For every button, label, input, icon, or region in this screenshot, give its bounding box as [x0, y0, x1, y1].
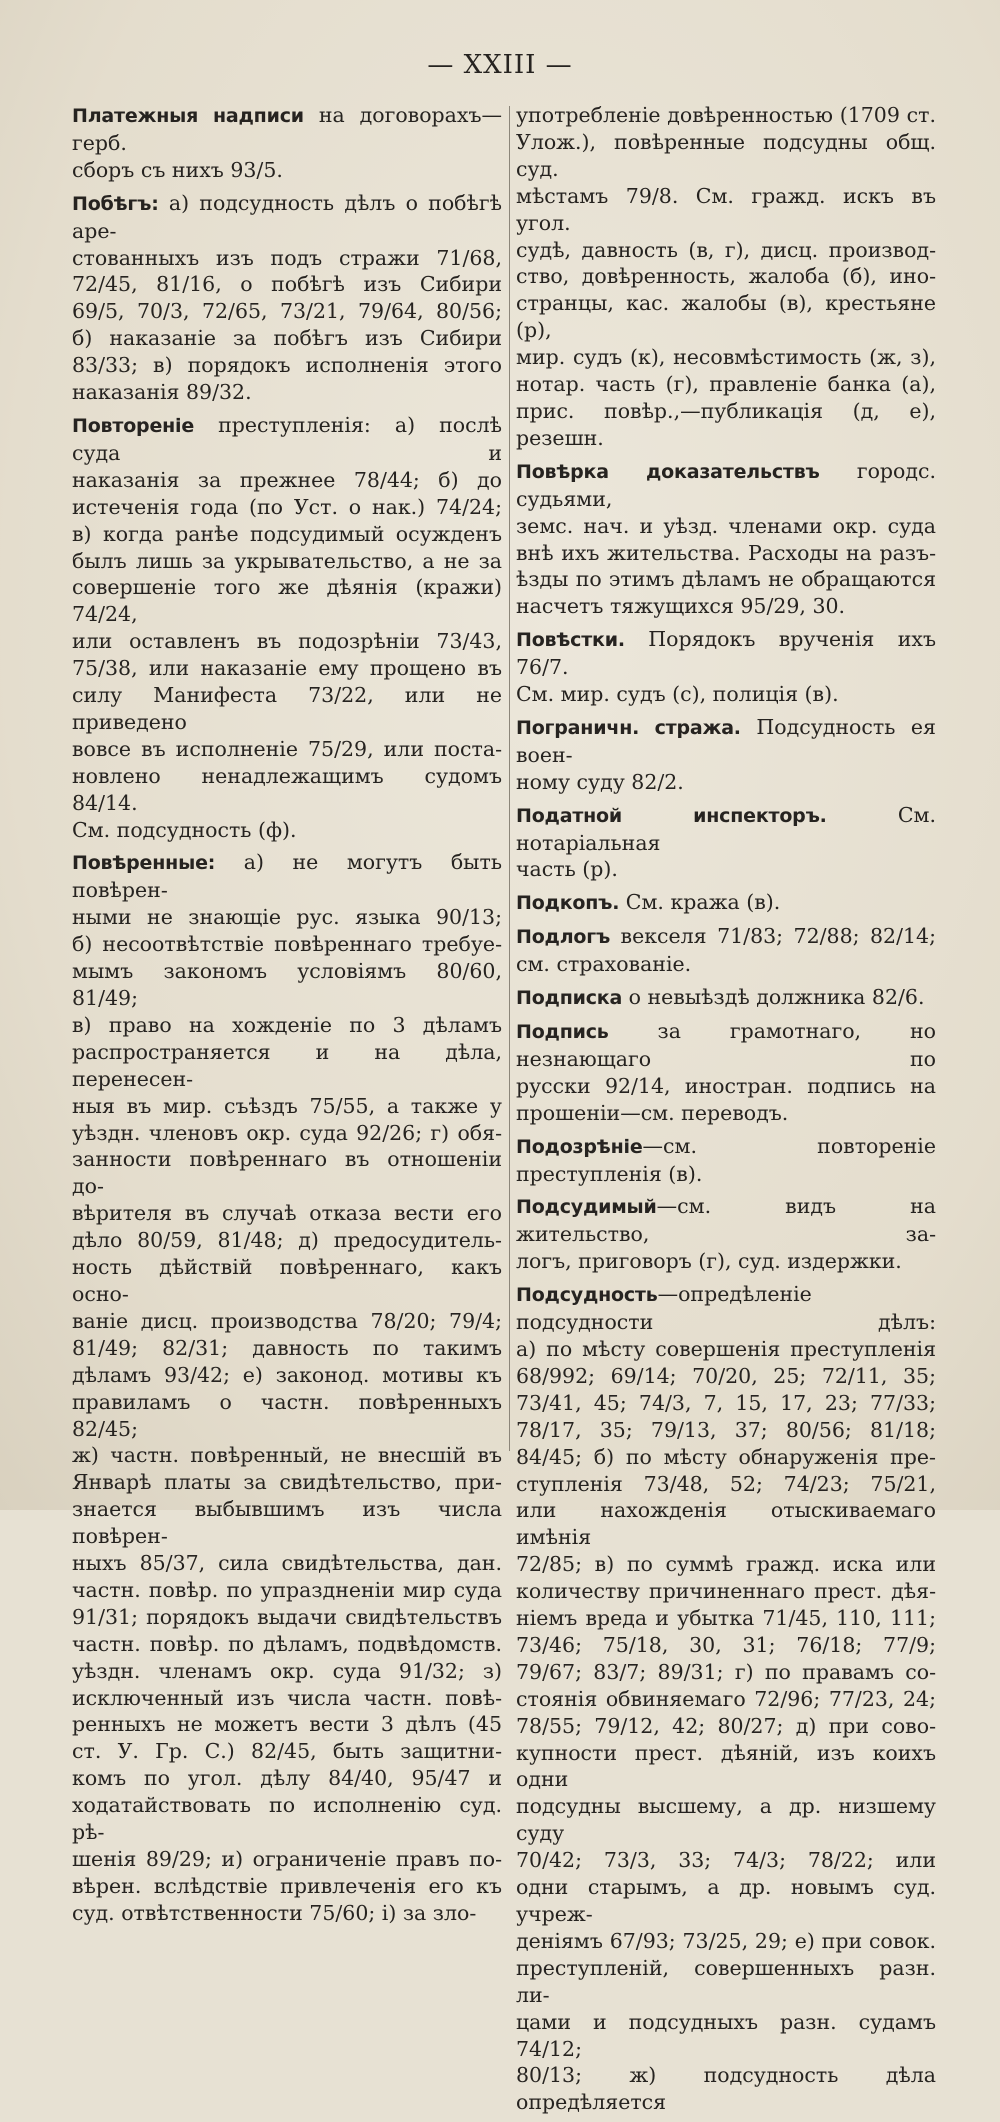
- entry-line: [516, 923, 936, 951]
- index-entry: [516, 1133, 936, 1188]
- entry-line: [516, 2009, 936, 2063]
- entry-line: [516, 540, 936, 567]
- entry-text: 72/45, 81/16, о побѣгѣ изъ Сибири: [72, 272, 502, 297]
- entry-text: а) не могутъ быть повѣрен-: [72, 850, 502, 903]
- entry-text: мир. судъ (к), несовмѣстимость (ж, з),: [516, 345, 936, 370]
- index-entry: [72, 102, 502, 184]
- entry-line: [516, 1847, 936, 1874]
- entry-headword: Податной инспекторъ.: [516, 804, 827, 827]
- entry-text: логъ, приговоръ (г), суд. издержки.: [516, 1249, 902, 1274]
- index-entry: [516, 714, 936, 796]
- entry-line: [72, 1604, 502, 1631]
- entry-line: [72, 1658, 502, 1685]
- entry-text: одни старымъ, а др. новымъ суд. учреж-: [516, 1875, 936, 1926]
- entry-line: [516, 2062, 936, 2116]
- entry-text: преступленія: а) послѣ суда и: [72, 412, 502, 465]
- entry-line: [72, 1039, 502, 1093]
- entry-text: вовсе въ исполненіе 75/29, или поста-: [72, 736, 502, 761]
- entry-line: [72, 1335, 502, 1362]
- entry-text: 75/38, или наказаніе ему прощено въ: [72, 656, 502, 681]
- entry-text: векселя 71/83; 72/88; 82/14;: [610, 924, 936, 949]
- entry-text: внѣ ихъ жительства. Расходы на разъ-: [516, 540, 936, 565]
- entry-text: городс. судьями,: [516, 458, 936, 511]
- entry-text: в) когда ранѣе подсудимый осужденъ: [72, 521, 502, 546]
- entry-headword: Повѣрка доказательствъ: [516, 460, 820, 483]
- entry-text: ѣзды по этимъ дѣламъ не обращаются: [516, 567, 936, 592]
- entry-line: [72, 1900, 502, 1927]
- entry-line: [72, 1362, 502, 1389]
- entry-line: [516, 1632, 936, 1659]
- entry-line: [72, 157, 502, 184]
- entry-line: [72, 1012, 502, 1039]
- entry-text: см. страхованіе.: [516, 952, 692, 977]
- entry-text: —опредѣленіе подсудности дѣлъ:: [516, 1282, 936, 1335]
- entry-line: [72, 736, 502, 763]
- entry-line: [72, 763, 502, 817]
- index-entry: [516, 1281, 936, 2116]
- entry-text: ходатайствовать по исполненію суд. рѣ-: [72, 1793, 502, 1845]
- entry-line: [516, 1578, 936, 1605]
- entry-text: а) по мѣсту совершенія преступленія: [516, 1336, 936, 1361]
- entry-line: [72, 412, 502, 467]
- entry-text: ступленія 73/48, 52; 74/23; 75/21,: [516, 1471, 936, 1496]
- entry-text: ныя въ мир. съѣздъ 75/55, а также у: [72, 1093, 502, 1118]
- entry-line: [72, 1550, 502, 1577]
- entry-text: судѣ, давность (в, г), дисц. производ-: [516, 237, 936, 262]
- entry-line: [516, 1793, 936, 1847]
- entry-text: 70/42; 73/3, 33; 74/3; 78/22; или: [516, 1848, 936, 1873]
- entry-headword: Подкопъ.: [516, 892, 620, 915]
- entry-line: [72, 325, 502, 352]
- entry-text: преступленій, совершенныхъ разн. ли-: [516, 1955, 936, 2007]
- page-number: — XXIII —: [427, 50, 573, 80]
- entry-line: [516, 513, 936, 540]
- entry-headword: Повѣренные:: [72, 852, 216, 875]
- entry-line: [72, 574, 502, 628]
- entry-text: 78/17, 35; 79/13, 37; 80/56; 81/18;: [516, 1417, 936, 1442]
- entry-text: б) несоотвѣтствіе повѣреннаго требуе-: [72, 932, 502, 957]
- right-column: [516, 102, 936, 2122]
- entry-text: употребленіе довѣренностью (1709 ст.: [516, 103, 936, 127]
- index-entry: [516, 102, 936, 452]
- entry-text: 73/41, 45; 74/3, 7, 15, 17, 23; 77/33;: [516, 1390, 936, 1415]
- entry-text: суд. отвѣтственности 75/60; і) за зло-: [72, 1900, 477, 1925]
- index-entry: [72, 190, 502, 406]
- entry-text: Улож.), повѣренные подсудны общ. суд.: [516, 129, 936, 181]
- entry-line: [72, 682, 502, 736]
- entry-line: [72, 1120, 502, 1147]
- entry-text: См. нотаріальная: [516, 802, 936, 855]
- entry-text: о невыѣздѣ должника 82/6.: [622, 985, 925, 1010]
- entry-line: [516, 129, 936, 183]
- entry-line: [516, 566, 936, 593]
- entry-line: [72, 1093, 502, 1120]
- entry-text: или нахожденія отыскиваемаго имѣнія: [516, 1498, 936, 1550]
- entry-line: [516, 1073, 936, 1100]
- entry-text: ныхъ 85/37, сила свидѣтельства, дан.: [72, 1551, 502, 1576]
- entry-line: [516, 1551, 936, 1578]
- entry-line: [72, 190, 502, 245]
- entry-headword: Побѣгъ:: [72, 192, 159, 215]
- entry-text: на договорахъ—герб.: [72, 103, 502, 155]
- index-entry: [516, 1018, 936, 1127]
- entry-line: [72, 931, 502, 958]
- entry-line: [72, 849, 502, 904]
- entry-text: дѣло 80/59, 81/48; д) предосудитель-: [72, 1228, 502, 1253]
- entry-line: [516, 1874, 936, 1928]
- entry-line: [516, 1605, 936, 1632]
- entry-headword: Подсудность: [516, 1284, 658, 1307]
- entry-text: исключенный изъ числа частн. повѣ-: [72, 1685, 502, 1710]
- entry-line: [72, 655, 502, 682]
- entry-text: 91/31; порядокъ выдачи свидѣтельствъ: [72, 1604, 502, 1629]
- entry-line: [72, 245, 502, 272]
- entry-line: [72, 1200, 502, 1227]
- entry-line: [516, 290, 936, 344]
- entry-line: [72, 958, 502, 1012]
- entry-line: [72, 1577, 502, 1604]
- entry-text: вѣрен. вслѣдствіе привлеченія его къ: [72, 1873, 502, 1898]
- entry-text: вѣрителя въ случаѣ отказа вести его: [72, 1201, 502, 1226]
- entry-line: [72, 379, 502, 406]
- entry-text: Январѣ платы за свидѣтельство, при-: [72, 1470, 502, 1495]
- entry-text: 81/49; 82/31; давность по такимъ: [72, 1335, 502, 1360]
- entry-text: б) наказаніе за побѣгъ изъ Сибири: [72, 326, 502, 351]
- entry-line: [72, 1631, 502, 1658]
- index-entry: [516, 802, 936, 884]
- entry-text: 84/45; б) по мѣсту обнаруженія пре-: [516, 1444, 936, 1469]
- entry-text: См. подсудность (ф).: [72, 817, 297, 842]
- entry-text: См. кража (в).: [619, 890, 781, 915]
- entry-line: [72, 548, 502, 575]
- entry-line: [72, 1254, 502, 1308]
- entry-headword: Подлогъ: [516, 926, 611, 949]
- entry-line: [516, 1471, 936, 1498]
- entry-line: [72, 271, 502, 298]
- entry-headword: Платежныя надписи: [72, 105, 304, 127]
- entry-line: [72, 904, 502, 931]
- entry-text: ст. У. Гр. С.) 82/45, быть защитни-: [72, 1739, 502, 1764]
- entry-line: [516, 344, 936, 371]
- entry-text: ніемъ вреда и убытка 71/45, 110, 111;: [516, 1606, 936, 1631]
- entry-text: —см. повтореніе преступленія (в).: [516, 1133, 936, 1186]
- entry-line: [72, 102, 502, 157]
- entry-text: наказанія за прежнее 78/44; б) до: [72, 467, 502, 492]
- entry-text: 79/67; 83/7; 89/31; г) по правамъ со-: [516, 1659, 936, 1684]
- entry-text: уѣздн. членамъ окр. суда 91/32; з): [72, 1658, 502, 1683]
- entry-text: 68/992; 69/14; 70/20, 25; 72/11, 35;: [516, 1363, 936, 1388]
- entry-text: ж) частн. повѣренный, не внесшій въ: [72, 1443, 502, 1468]
- left-column: [72, 102, 502, 1933]
- entry-line: [72, 1765, 502, 1792]
- entry-text: истеченія года (по Уст. о нак.) 74/24;: [72, 494, 502, 519]
- entry-headword: Подозрѣніе: [516, 1135, 643, 1158]
- entry-line: [72, 352, 502, 379]
- entry-line: [516, 102, 936, 129]
- entry-text: а) подсудность дѣлъ о побѣгѣ аре-: [72, 190, 502, 243]
- entry-line: [516, 1740, 936, 1794]
- entry-text: количеству причиненнаго прест. дѣя-: [516, 1579, 936, 1604]
- entry-line: [516, 1444, 936, 1471]
- entry-headword: Подписка: [516, 987, 623, 1010]
- entry-line: [72, 628, 502, 655]
- entry-line: [516, 398, 936, 452]
- entry-line: [516, 681, 936, 708]
- entry-line: [516, 1281, 936, 1336]
- entry-text: мымъ закономъ условіямъ 80/60, 81/49;: [72, 959, 502, 1010]
- entry-text: наказанія 89/32.: [72, 380, 252, 405]
- entry-line: [516, 856, 936, 883]
- entry-line: [72, 1685, 502, 1712]
- entry-text: занности повѣреннаго въ отношеніи до-: [72, 1147, 502, 1199]
- entry-text: ность дѣйствій повѣреннаго, какъ осно-: [72, 1255, 502, 1306]
- entry-text: 78/55; 79/12, 42; 80/27; д) при сово-: [516, 1713, 936, 1738]
- entry-line: [516, 714, 936, 769]
- entry-text: уѣздн. членовъ окр. суда 92/26; г) обя-: [72, 1120, 502, 1145]
- entry-text: частн. повѣр. по дѣламъ, подвѣдомств.: [72, 1631, 502, 1656]
- entry-text: ство, довѣренность, жалоба (б), ино-: [516, 264, 936, 289]
- entry-line: [72, 1389, 502, 1443]
- index-entry: [516, 458, 936, 620]
- index-entry: [72, 412, 502, 844]
- entry-text: силу Манифеста 73/22, или не приведено: [72, 683, 502, 734]
- entry-line: [516, 889, 936, 917]
- entry-text: стоянія обвиняемаго 72/96; 77/23, 24;: [516, 1686, 936, 1711]
- entry-text: 72/85; в) по суммѣ гражд. иска или: [516, 1552, 936, 1577]
- entry-line: [72, 298, 502, 325]
- entry-line: [516, 1018, 936, 1073]
- entry-line: [516, 1955, 936, 2009]
- entry-line: [516, 626, 936, 681]
- entry-text: земс. нач. и уѣзд. членами окр. суда: [516, 513, 936, 538]
- entry-line: [516, 1100, 936, 1127]
- entry-text: Порядокъ врученія ихъ 76/7.: [516, 627, 936, 680]
- entry-line: [72, 1738, 502, 1765]
- entry-headword: Подпись: [516, 1021, 609, 1043]
- entry-text: новлено ненадлежащимъ судомъ 84/14.: [72, 763, 502, 815]
- entry-line: [72, 1308, 502, 1335]
- entry-headword: Подсудимый: [516, 1196, 657, 1219]
- entry-line: [516, 1248, 936, 1275]
- entry-line: [516, 951, 936, 978]
- entry-line: [516, 183, 936, 237]
- entry-text: —см. видъ на жительство, за-: [516, 1194, 936, 1247]
- entry-line: [72, 494, 502, 521]
- entry-line: [516, 802, 936, 857]
- entry-line: [516, 263, 936, 290]
- entry-text: купности прест. дѣяній, изъ коихъ одни: [516, 1740, 936, 1792]
- entry-line: [516, 458, 936, 513]
- entry-text: шенія 89/29; и) ограниченіе правъ по-: [72, 1847, 502, 1871]
- entry-line: [72, 521, 502, 548]
- entry-text: комъ по угол. дѣлу 84/40, 95/47 и: [72, 1766, 502, 1791]
- entry-text: распространяется и на дѣла, перенесен-: [72, 1039, 502, 1091]
- entry-text: насчетъ тяжущихся 95/29, 30.: [516, 594, 846, 619]
- entry-line: [516, 1659, 936, 1686]
- entry-text: ренныхъ не можетъ вести 3 дѣлъ (45: [72, 1712, 502, 1737]
- column-divider: [509, 106, 510, 1451]
- entry-line: [516, 1928, 936, 1955]
- entry-line: [72, 467, 502, 494]
- entry-line: [72, 1711, 502, 1738]
- index-entry: [72, 849, 502, 1926]
- entry-line: [72, 1873, 502, 1900]
- entry-line: [516, 237, 936, 264]
- entry-text: совершеніе того же дѣянія (кражи) 74/24,: [72, 575, 502, 627]
- index-entry: [516, 626, 936, 708]
- entry-line: [72, 1846, 502, 1873]
- entry-text: нотар. часть (г), правленіе банка (а),: [516, 372, 936, 397]
- entry-line: [516, 984, 936, 1012]
- entry-text: ными не знающіе рус. языка 90/13;: [72, 905, 502, 930]
- entry-text: 80/13; ж) подсудность дѣла опредѣляется: [516, 2063, 936, 2115]
- entry-text: прошеніи—см. переводъ.: [516, 1100, 789, 1125]
- entry-line: [516, 1133, 936, 1188]
- entry-line: [72, 817, 502, 844]
- entry-line: [72, 1496, 502, 1550]
- entry-line: [72, 1146, 502, 1200]
- entry-line: [516, 1363, 936, 1390]
- entry-line: [72, 1792, 502, 1846]
- entry-text: прис. повѣр.,—публикація (д, е), резешн.: [516, 398, 936, 450]
- entry-line: [516, 1193, 936, 1248]
- entry-text: русски 92/14, иностран. подпись на: [516, 1073, 936, 1098]
- entry-headword: Повтореніе: [72, 414, 195, 437]
- entry-line: [516, 1686, 936, 1713]
- entry-text: мѣстамъ 79/8. См. гражд. искъ въ угол.: [516, 183, 936, 235]
- entry-line: [516, 371, 936, 398]
- index-entry: [516, 1193, 936, 1275]
- entry-text: былъ лишь за укрывательство, а не за: [72, 548, 502, 573]
- entry-text: правиламъ о частн. повѣренныхъ 82/45;: [72, 1389, 502, 1441]
- index-entry: [516, 923, 936, 978]
- entry-text: 83/33; в) порядокъ исполненія этого: [72, 353, 502, 378]
- entry-text: часть (р).: [516, 857, 618, 882]
- entry-text: стованныхъ изъ подъ стражи 71/68,: [72, 245, 502, 270]
- index-entry: [516, 984, 936, 1012]
- entry-text: странцы, кас. жалобы (в), крестьяне (р),: [516, 291, 936, 343]
- entry-text: цами и подсудныхъ разн. судамъ 74/12;: [516, 2009, 936, 2061]
- entry-line: [516, 1390, 936, 1417]
- entry-text: частн. повѣр. по упраздненіи мир суда: [72, 1577, 502, 1602]
- entry-line: [516, 1497, 936, 1551]
- entry-line: [516, 1336, 936, 1363]
- entry-line: [72, 1227, 502, 1254]
- entry-line: [72, 1442, 502, 1469]
- entry-text: в) право на хожденіе по 3 дѣламъ: [72, 1012, 502, 1037]
- index-entry: [516, 889, 936, 917]
- entry-line: [72, 1469, 502, 1496]
- entry-headword: Повѣстки.: [516, 629, 625, 652]
- entry-line: [516, 769, 936, 796]
- entry-line: [516, 1713, 936, 1740]
- entry-text: или оставленъ въ подозрѣніи 73/43,: [72, 629, 502, 654]
- entry-line: [516, 593, 936, 620]
- entry-text: 69/5, 70/3, 72/65, 73/21, 79/64, 80/56;: [72, 299, 502, 324]
- entry-headword: Пограничн. стража.: [516, 716, 741, 739]
- entry-text: ному суду 82/2.: [516, 769, 684, 794]
- entry-text: знается выбывшимъ изъ числа повѣрен-: [72, 1497, 502, 1549]
- entry-text: деніямъ 67/93; 73/25, 29; е) при совок.: [516, 1928, 936, 1953]
- entry-text: сборъ съ нихъ 93/5.: [72, 157, 283, 182]
- entry-line: [516, 1417, 936, 1444]
- entry-text: Подсудность ея воен-: [516, 714, 936, 767]
- entry-text: См. мир. судъ (с), полиція (в).: [516, 682, 839, 707]
- entry-text: подсудны высшему, а др. низшему суду: [516, 1794, 936, 1846]
- entry-text: за грамотнаго, но незнающаго по: [516, 1019, 936, 1071]
- entry-text: ваніе дисц. производства 78/20; 79/4;: [72, 1308, 502, 1333]
- entry-text: дѣламъ 93/42; е) законод. мотивы къ: [72, 1362, 502, 1387]
- entry-text: 73/46; 75/18, 30, 31; 76/18; 77/9;: [516, 1632, 936, 1657]
